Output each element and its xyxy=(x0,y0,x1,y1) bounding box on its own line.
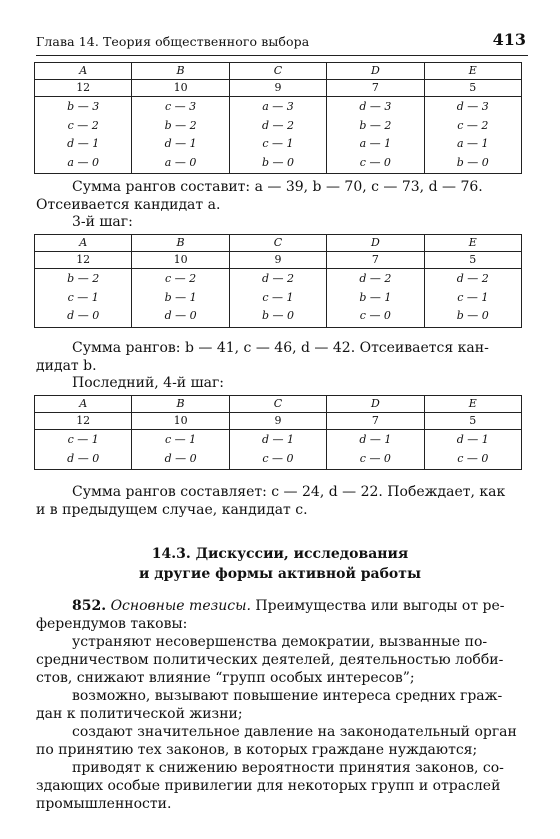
running-head: Глава 14. Теория общественного выбора xyxy=(36,34,310,49)
preference-entry: c — 2 xyxy=(457,118,489,132)
voter-count: 5 xyxy=(424,252,521,269)
preference-entry: c — 0 xyxy=(359,155,391,169)
preference-entry: c — 1 xyxy=(165,433,197,446)
column-header: B xyxy=(132,235,229,252)
paragraph-line: промышленности. xyxy=(36,796,172,812)
column-header: E xyxy=(424,63,521,80)
preference-entry: d — 2 xyxy=(456,272,489,285)
column-header: A xyxy=(35,63,132,80)
preference-column xyxy=(229,269,326,328)
eliminated-line: Отсеивается кандидат a. xyxy=(36,197,221,213)
voter-count: 7 xyxy=(327,413,424,430)
paragraph-line: устраняют несовершенства демократии, вызванные по- xyxy=(72,634,488,650)
preference-entry: b — 0 xyxy=(261,155,294,169)
preference-column xyxy=(327,430,424,470)
paragraph-line: средничеством политических деятелей, деятельностью лобби- xyxy=(36,652,504,668)
preference-column xyxy=(35,269,132,328)
step-label: 3-й шаг: xyxy=(72,214,133,230)
voter-count: 5 xyxy=(424,413,521,430)
preference-entry: b — 2 xyxy=(359,118,392,132)
preference-entry: a — 0 xyxy=(164,155,197,169)
preference-column xyxy=(132,269,229,328)
paragraph-line: здающих особые привилегии для некоторых групп и отраслей xyxy=(36,778,501,794)
voter-count: 9 xyxy=(229,252,326,269)
column-header: A xyxy=(35,235,132,252)
preference-entry: c — 1 xyxy=(262,137,294,150)
preference-entry: d — 1 xyxy=(261,433,294,446)
preference-entry: d — 2 xyxy=(359,272,392,285)
preference-entry: c — 1 xyxy=(67,433,99,446)
preference-entry: b — 0 xyxy=(261,309,294,322)
preference-entry: c — 0 xyxy=(359,309,391,322)
eliminated-line: дидат b. xyxy=(36,358,97,374)
preference-column xyxy=(229,97,326,174)
preference-entry: b — 0 xyxy=(456,309,489,322)
preference-entry: a — 1 xyxy=(457,137,489,150)
preference-entry: b — 2 xyxy=(67,272,100,285)
ranking-table-step-2 xyxy=(34,62,522,174)
preference-column xyxy=(132,97,229,174)
column-header: A xyxy=(35,396,132,413)
header-rule xyxy=(36,55,528,56)
preference-entry: d — 3 xyxy=(359,100,392,113)
preference-column xyxy=(229,430,326,470)
voter-count: 12 xyxy=(35,252,132,269)
preference-entry: d — 1 xyxy=(164,137,197,150)
rank-sum-line: Сумма рангов составит: a — 39, b — 70, c — 73, d — 76. xyxy=(72,179,483,195)
column-header: C xyxy=(229,396,326,413)
voter-count: 12 xyxy=(35,80,132,97)
preference-entry: d — 1 xyxy=(359,433,392,446)
column-header: E xyxy=(424,235,521,252)
rank-sum-line: Сумма рангов: b — 41, c — 46, d — 42. Отсеивается кан- xyxy=(72,340,489,356)
paragraph-line: по принятию тех законов, в которых граждане нуждаются; xyxy=(36,742,478,758)
rank-sum-line: Сумма рангов составляет: c — 24, d — 22. Побеждает, как xyxy=(72,484,506,500)
voter-count: 10 xyxy=(132,252,229,269)
step-label: Последний, 4-й шаг: xyxy=(72,375,225,391)
paragraph-text: Преимущества или выгоды от ре- xyxy=(250,598,505,614)
preference-entry: c — 2 xyxy=(67,118,99,132)
paragraph-line: возможно, вызывают повышение интереса средних граж- xyxy=(72,688,503,704)
preference-entry: b — 1 xyxy=(359,290,392,304)
preference-entry: b — 0 xyxy=(456,155,489,169)
paragraph-first-line xyxy=(72,598,505,615)
preference-column xyxy=(327,97,424,174)
preference-entry: b — 2 xyxy=(164,118,197,132)
preference-entry: d — 0 xyxy=(164,451,197,465)
preference-entry: c — 1 xyxy=(67,290,99,304)
preference-entry: a — 1 xyxy=(359,137,392,150)
ranking-table-step-3 xyxy=(34,234,522,328)
page-number: 413 xyxy=(492,30,526,49)
winner-line: и в предыдущем случае, кандидат c. xyxy=(36,502,308,518)
preference-column xyxy=(35,430,132,470)
preference-entry: c — 0 xyxy=(457,451,489,465)
preference-entry: d — 0 xyxy=(164,309,197,322)
paragraph-lead: Основные тезисы. xyxy=(110,598,251,614)
column-header: C xyxy=(229,235,326,252)
preference-entry: d — 1 xyxy=(456,433,489,446)
page-header xyxy=(36,30,526,52)
preference-column xyxy=(424,97,521,174)
preference-column xyxy=(327,269,424,328)
preference-column xyxy=(424,430,521,470)
voter-count: 9 xyxy=(229,413,326,430)
column-header: D xyxy=(327,63,424,80)
preference-entry: d — 2 xyxy=(261,272,294,285)
preference-entry: b — 3 xyxy=(67,100,100,113)
preference-entry: c — 1 xyxy=(457,290,489,304)
preference-entry: c — 3 xyxy=(165,100,197,113)
column-header: B xyxy=(132,63,229,80)
voter-count: 7 xyxy=(327,80,424,97)
column-header: C xyxy=(229,63,326,80)
preference-column xyxy=(132,430,229,470)
paragraph-line: приводят к снижению вероятности принятия законов, со- xyxy=(72,760,504,776)
paragraph-number: 852. xyxy=(72,598,107,614)
paragraph-line: создают значительное давление на законодательный орган xyxy=(72,724,517,740)
preference-entry: c — 0 xyxy=(262,451,294,465)
preference-entry: d — 0 xyxy=(67,309,100,322)
voter-count: 12 xyxy=(35,413,132,430)
preference-entry: d — 2 xyxy=(261,118,294,132)
paragraph-line: дан к политической жизни; xyxy=(36,706,243,722)
paragraph-line: стов, снижают влияние “групп особых интересов”; xyxy=(36,670,415,686)
voter-count: 7 xyxy=(327,252,424,269)
preference-entry: b — 1 xyxy=(164,290,197,304)
section-heading-line-1: 14.3. Дискуссии, исследования xyxy=(151,546,409,562)
column-header: E xyxy=(424,396,521,413)
preference-column xyxy=(424,269,521,328)
voter-count: 5 xyxy=(424,80,521,97)
preference-entry: a — 3 xyxy=(262,100,294,113)
voter-count: 10 xyxy=(132,413,229,430)
preference-entry: c — 0 xyxy=(359,451,391,465)
preference-entry: d — 1 xyxy=(67,137,100,150)
preference-entry: c — 2 xyxy=(165,272,197,285)
ranking-table-step-4 xyxy=(34,395,522,470)
preference-entry: d — 3 xyxy=(456,100,489,113)
voter-count: 9 xyxy=(229,80,326,97)
column-header: D xyxy=(327,396,424,413)
preference-entry: c — 1 xyxy=(262,290,294,304)
voter-count: 10 xyxy=(132,80,229,97)
preference-entry: d — 0 xyxy=(67,451,100,465)
column-header: D xyxy=(327,235,424,252)
preference-entry: a — 0 xyxy=(67,155,99,169)
preference-column xyxy=(35,97,132,174)
column-header: B xyxy=(132,396,229,413)
section-heading-line-2: и другие формы активной работы xyxy=(139,566,421,582)
paragraph-line: ферендумов таковы: xyxy=(36,616,188,632)
